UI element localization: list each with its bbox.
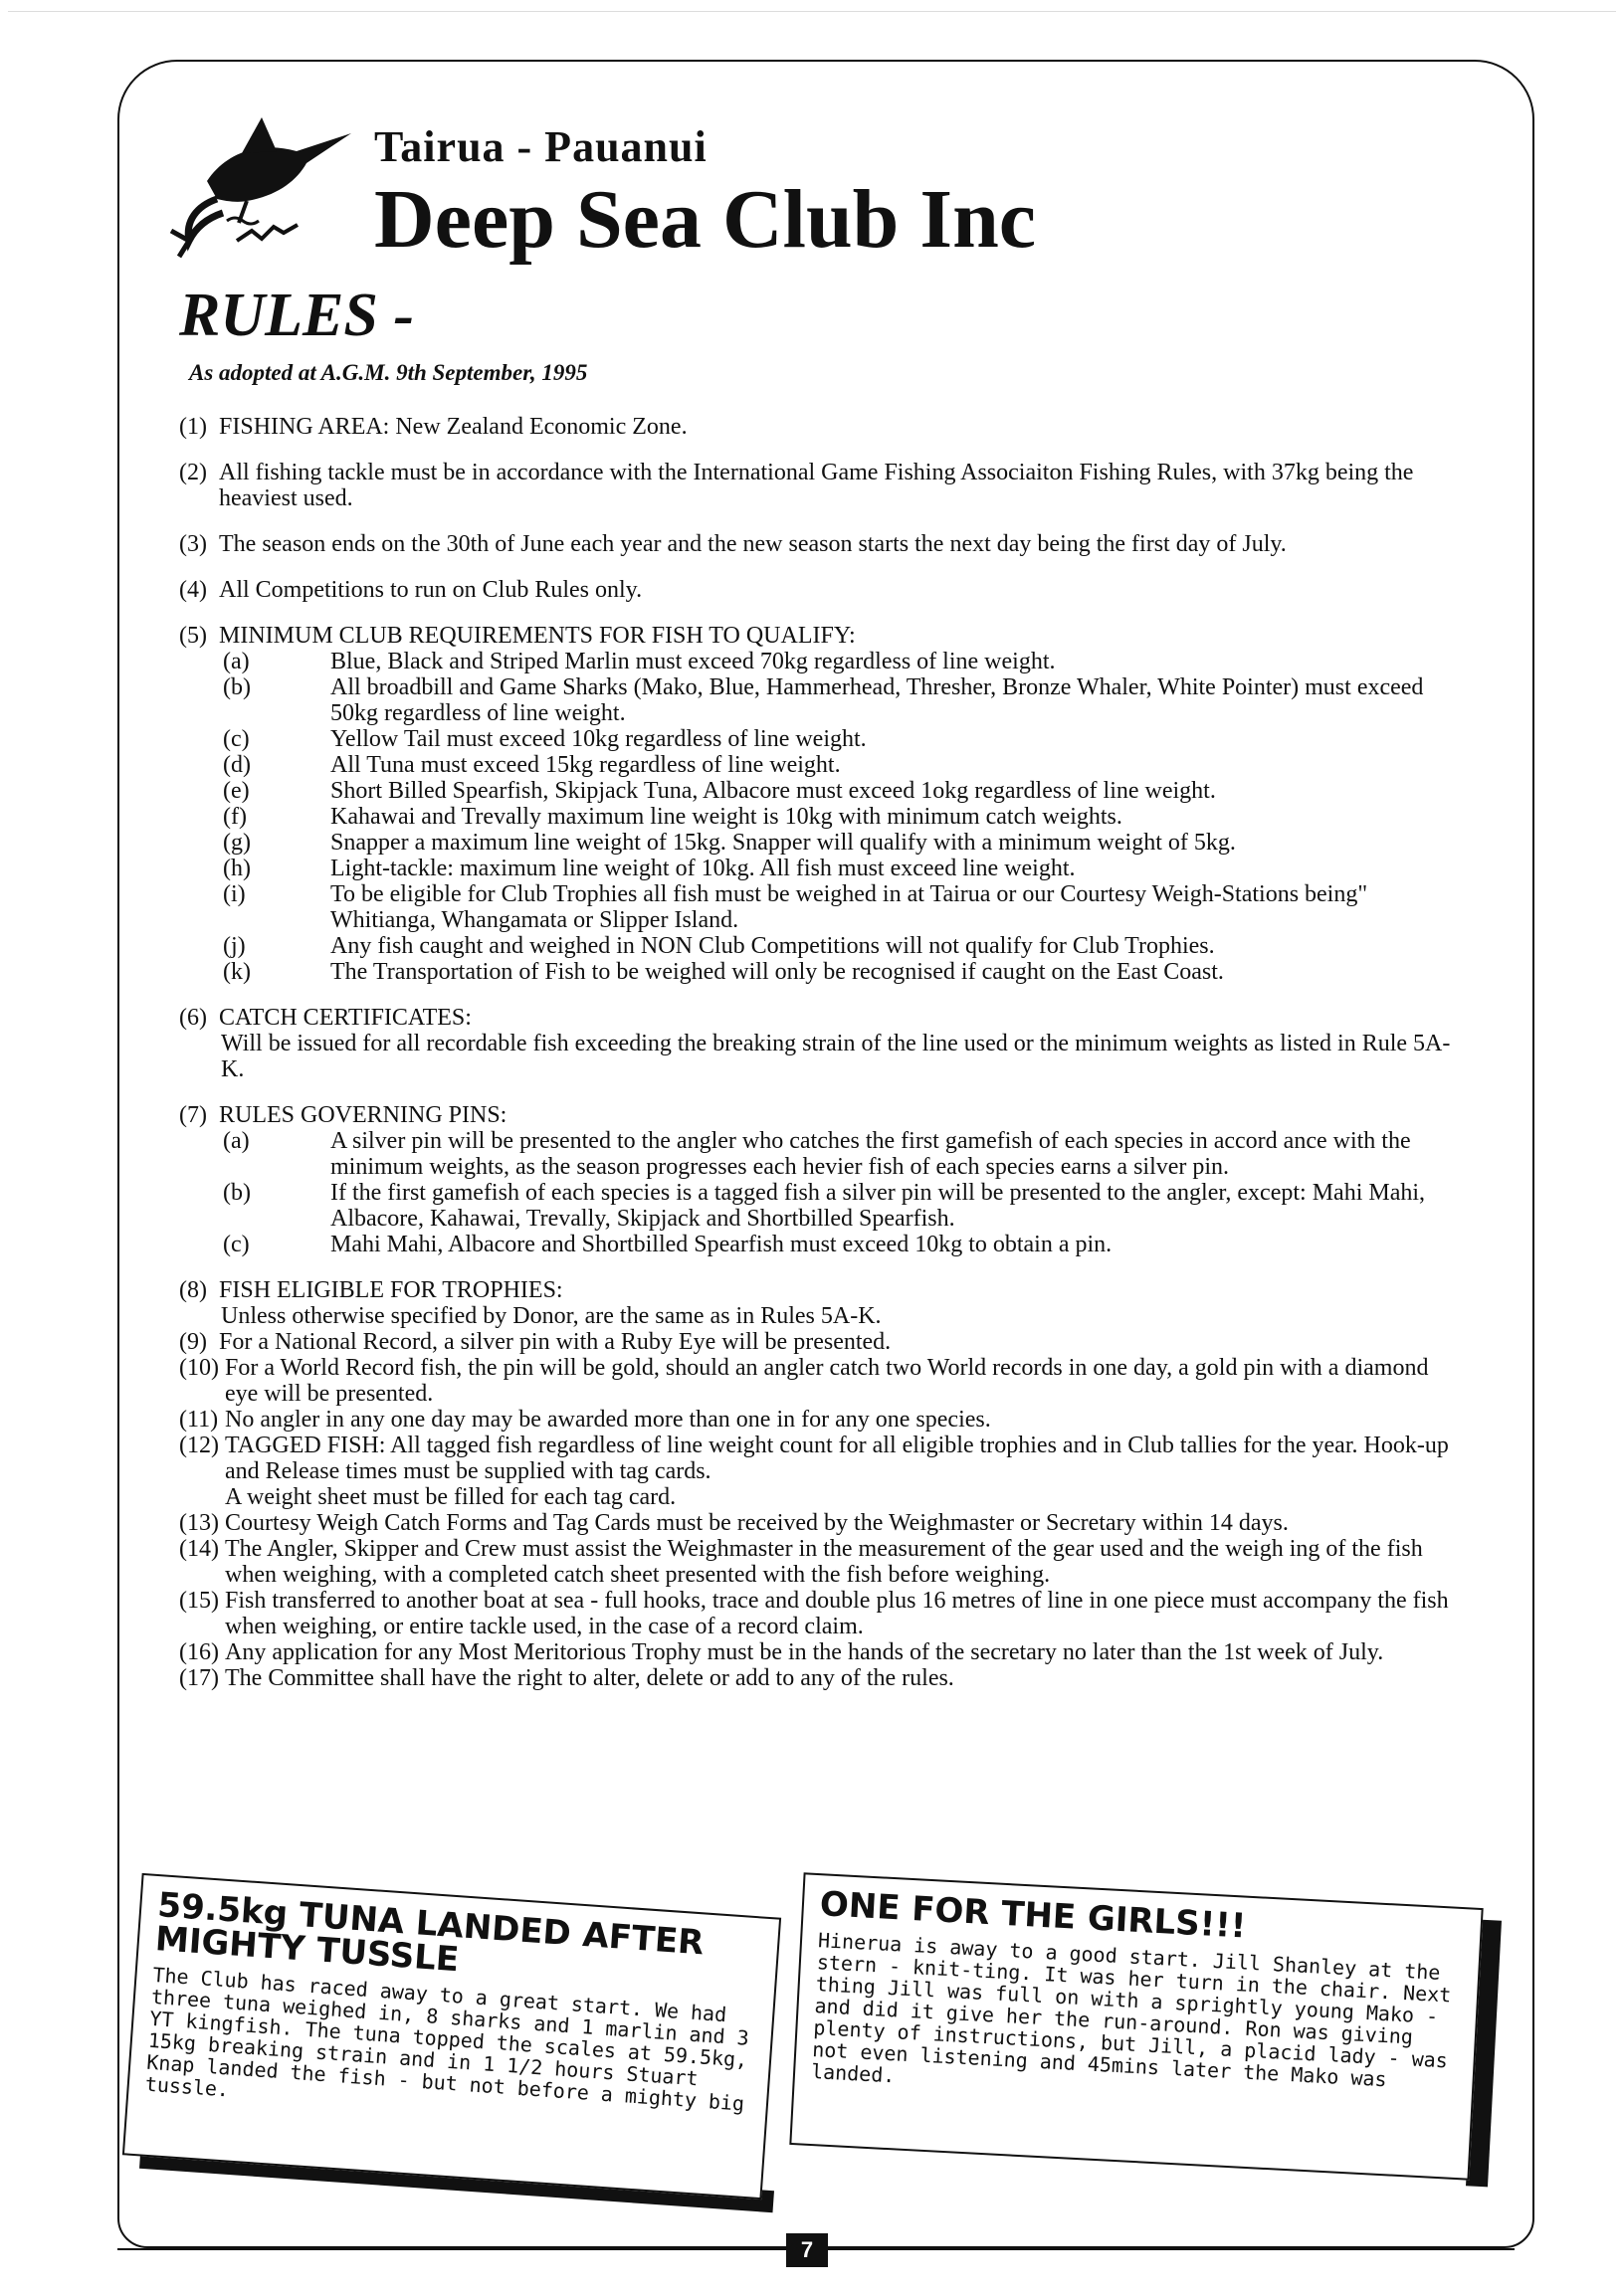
rule-3: (3) The season ends on the 30th of June each year and the new season starts the next day being the first day of July. — [179, 531, 1287, 557]
rule-14: (14) The Angler, Skipper and Crew must assist the Weighmaster in the measurement of the gear used and the weigh ing of the fish when weighing, with a completed catch sheet presented with the fish before weighing. — [179, 1536, 1423, 1588]
rule-7-item: (a) A silver pin will be presented to the angler who catches the first gamefish of each species in accord ance with the minimum weights, as the season progresses each hevier fish of each species earns a silver pin. — [223, 1128, 1411, 1180]
rule-5: (5) MINIMUM CLUB REQUIREMENTS FOR FISH TO QUALIFY: (a) Blue, Black and Striped Marlin must exceed 70kg regardless of line weight. (b) All broadbill and Game Sharks (Mako, Blue, Hammerhead, Thresher, Bronze Whaler, White Pointer) must exceed 50kg regardless of line weight. (c) Yellow Tail must exceed 10kg regardless of line weight. (d) All Tuna must exceed 15kg regardless of line weight. (e) Short Billed Spearfish, Skipjack Tuna, Albacore must exceed 1okg regardless of line weight. (f) Kahawai and Trevally maximum line weight is 10kg with minimum catch weights. (g) Snapper a maximum line weight of 15kg. Snapper will qualify with a minimum weight of 5kg. (h) Light-tackle: maximum line weight of 10kg. All fish must exceed line weight. (i) To be eligible for Club Trophies all fish must be weighed in at Tairua or our Courtesy Weigh-Stations being" Whitianga, Whangamata or Slipper Island. (j) Any fish caught and weighed in NON Club Competitions will not qualify for Club Trophies. (k) The Transportation of Fish to be weighed will only be recognised if caught on the East Coast. — [179, 623, 1463, 985]
rule-4: (4) All Competitions to run on Club Rules only. — [179, 577, 643, 603]
rule-17: (17) The Committee shall have the right to alter, delete or add to any of the rules. — [179, 1665, 954, 1691]
adopted-note: As adopted at A.G.M. 9th September, 1995 — [189, 360, 588, 385]
rule-7-item: (c) Mahi Mahi, Albacore and Shortbilled Spearfish must exceed 10kg to obtain a pin. — [223, 1232, 1113, 1257]
rule-11: (11) No angler in any one day may be awarded more than one in for any one species. — [179, 1407, 991, 1433]
news-box-girls — [789, 1872, 1483, 2180]
page-number: 7 — [786, 2233, 828, 2267]
club-subtitle: Tairua - Pauanui — [374, 122, 708, 171]
page-title: RULES - — [179, 282, 414, 349]
rule-6: (6) CATCH CERTIFICATES: Will be issued for all recordable fish exceeding the breaking strain of the line used or the minimum weights as listed in Rule 5A-K. — [179, 1005, 1451, 1082]
rule-7: (7) RULES GOVERNING PINS: (a) A silver pin will be presented to the angler who catches the first gamefish of each species in accord ance with the minimum weights, as the season progresses each hevier fish of each species earns a silver pin. (b) If the first gamefish of each species is a tagged fish a silver pin will be presented to the angler, except: Mahi Mahi, Albacore, Kahawai, Trevally, Skipjack and Shortbilled Spearfish. (c) Mahi Mahi, Albacore and Shortbilled Spearfish must exceed 10kg to obtain a pin. — [179, 1102, 1463, 1257]
rule-5-item: (e) Short Billed Spearfish, Skipjack Tuna, Albacore must exceed 1okg regardless of line weight. — [223, 778, 1216, 804]
rule-5-item: (c) Yellow Tail must exceed 10kg regardless of line weight. — [223, 726, 867, 752]
rule-5-item: (i) To be eligible for Club Trophies all fish must be weighed in at Tairua or our Courtesy Weigh-Stations being" Whitianga, Whangamata or Slipper Island. — [223, 881, 1368, 933]
club-name: Deep Sea Club Inc — [374, 173, 1037, 266]
rule-1: (1) FISHING AREA: New Zealand Economic Zone. — [179, 414, 688, 440]
rule-5-item: (j) Any fish caught and weighed in NON Club Competitions will not qualify for Club Trophies. — [223, 933, 1215, 959]
marlin-logo-icon — [167, 111, 356, 261]
rule-5-item: (a) Blue, Black and Striped Marlin must exceed 70kg regardless of line weight. — [223, 649, 1056, 674]
news-text: The Club has raced away to a great start. We had three tuna weighed in, 8 sharks and 1 marlin and 3 YT kingfish. The tuna topped the scales at 59.5kg, 15kg breaking strain and in 1 1/2 hours Stuart Knap landed the fish - but not before a mighty big tussle. — [144, 1962, 750, 2116]
rule-16: (16) Any application for any Most Meritorious Trophy must be in the hands of the secretary no later than the 1st week of July. — [179, 1639, 1384, 1665]
rule-5-item: (h) Light-tackle: maximum line weight of 10kg. All fish must exceed line weight. — [223, 856, 1076, 881]
rule-7-item: (b) If the first gamefish of each species is a tagged fish a silver pin will be presented to the angler, except: Mahi Mahi, Albacore, Kahawai, Trevally, Skipjack and Shortbilled Spearfish. — [223, 1180, 1426, 1232]
rule-10: (10) For a World Record fish, the pin will be gold, should an angler catch two World records in one day, a gold pin with a diamond eye will be presented. — [179, 1355, 1429, 1407]
rule-5-item: (b) All broadbill and Game Sharks (Mako, Blue, Hammerhead, Thresher, Bronze Whaler, White Pointer) must exceed 50kg regardless of line weight. — [223, 674, 1424, 726]
rule-13: (13) Courtesy Weigh Catch Forms and Tag Cards must be received by the Weighmaster or Secretary within 14 days. — [179, 1510, 1289, 1536]
rule-5-item: (k) The Transportation of Fish to be weighed will only be recognised if caught on the East Coast. — [223, 959, 1224, 985]
rule-5-item: (g) Snapper a maximum line weight of 15kg. Snapper will qualify with a minimum weight of 5kg. — [223, 830, 1236, 856]
news-headline: 59.5kg TUNA LANDED AFTER MIGHTY TUSSLE — [153, 1885, 706, 1981]
rule-2: (2) All fishing tackle must be in accordance with the International Game Fishing Associaiton Fishing Rules, with 37kg being the heaviest used. — [179, 460, 1414, 511]
news-text: Hinerua is away to a good start. Jill Shanley at the stern - knit-ting. It was her turn in the chair. Next thing Jill was full on with a sprightly young Mako - and did it give her the run-around. Ron was giving plenty of instructions, but Jill, a placid lady - was not even listening and 45mins later the Mako was landed. — [810, 1928, 1452, 2092]
rule-5-item: (d) All Tuna must exceed 15kg regardless of line weight. — [223, 752, 841, 778]
news-box-tuna — [122, 1873, 781, 2200]
rule-5-item: (f) Kahawai and Trevally maximum line weight is 10kg with minimum catch weights. — [223, 804, 1122, 830]
scan-edge-line — [8, 11, 1616, 12]
rules-list — [179, 414, 1463, 1691]
news-headline: ONE FOR THE GIRLS!!! — [818, 1884, 1248, 1947]
rule-8: (8) FISH ELIGIBLE FOR TROPHIES: Unless otherwise specified by Donor, are the same as in Rules 5A-K. — [179, 1277, 882, 1329]
rule-15: (15) Fish transferred to another boat at sea - full hooks, trace and double plus 16 metres of line in one piece must accompany the fish when weighing, or entire tackle used, in the case of a record claim. — [179, 1588, 1449, 1639]
rule-9: (9) For a National Record, a silver pin with a Ruby Eye will be presented. — [179, 1329, 892, 1355]
rule-12: (12) TAGGED FISH: All tagged fish regardless of line weight count for all eligible trophies and in Club tallies for the year. Hook-up and Release times must be supplied with tag cards. A weight sheet must be filled for each tag card. — [179, 1433, 1449, 1510]
